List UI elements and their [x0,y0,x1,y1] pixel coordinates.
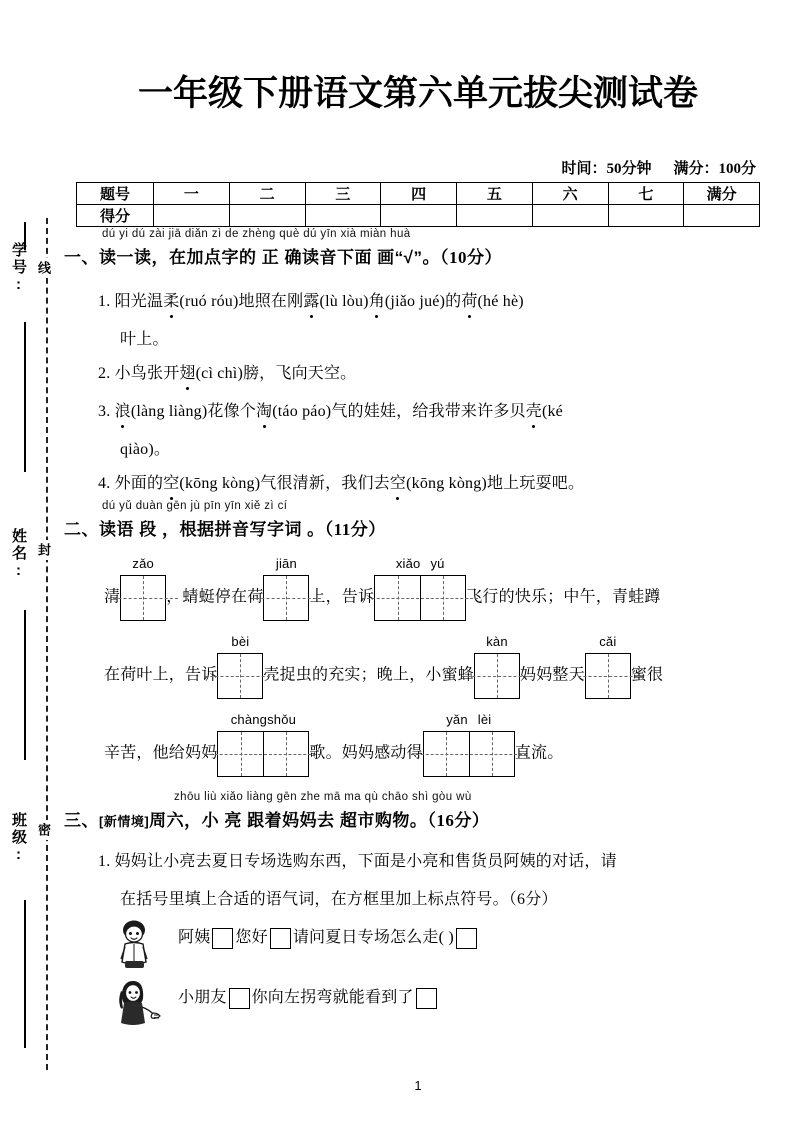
exam-meta [561,157,756,178]
passage-text: 歌。妈妈感动得 [309,744,423,762]
section-one-pinyin: dú yi dú zài jiā diǎn zì de zhèng què dú yīn xià miàn huà [102,228,411,240]
score-table-header-cell: 三 [305,183,381,205]
question-text: 浪(làng liàng)花像个淘(táo páo)气的娃娃，给我带来许多贝壳(ké [115,403,563,420]
question-text: 小鸟张开翅(cì chì)膀，飞向天空。 [115,365,357,382]
score-table-input-cell[interactable] [229,205,305,227]
dialogue-line-clerk [178,984,439,1009]
question-1-3 [98,398,563,421]
write-box-pinyin: jiān [275,556,297,571]
question-number: 4. [98,475,111,492]
score-table-row-label: 题号 [77,183,154,205]
score-table-input-cell[interactable] [381,205,457,227]
tian-zi-ge[interactable] [217,653,263,699]
section-one-points: （10分） [440,248,502,267]
write-box-pinyin: kàn [486,634,508,649]
question-3-1-cont: 在括号里填上合适的语气词，在方框里加上标点符号。（6分） [120,891,558,908]
write-box-pinyin [217,712,309,727]
score-table-input-cell[interactable] [154,205,230,227]
passage-line-1 [104,556,661,621]
punctuation-box[interactable] [456,928,477,949]
passage-text: 蜜很 [630,666,664,684]
write-box-pinyin: cǎi [599,634,617,649]
exam-duration: 时间：50分钟 [561,161,652,177]
punctuation-box[interactable] [229,988,250,1009]
field-rule [24,322,26,472]
dialogue-text: 小朋友 [178,989,227,1006]
score-table-header-cell: 五 [457,183,533,205]
question-1-1-cont: 叶上。 [120,331,169,348]
class-label: 班级: [10,812,27,865]
question-text: 妈妈让小亮去夏日专场选购东西，下面是小亮和售货员阿姨的对话，请 [114,853,617,870]
tian-zi-ge[interactable] [217,731,309,777]
question-text: 阳光温柔(ruó róu)地照在刚露(lù lòu)角(jiǎo jué)的荷(hé hè) [115,293,524,310]
score-table-header-cell: 满分 [684,183,760,205]
pinyin-syllable: xiǎo [395,556,421,571]
question-1-1 [98,288,524,311]
passage-text: 在荷叶上，告诉 [104,666,218,684]
section-three-points: （16分） [427,811,490,830]
question-number: 2. [98,365,111,382]
passage-text: 直流。 [514,744,564,762]
tian-zi-ge[interactable] [423,731,515,777]
pinyin-syllable: chàng [230,712,268,727]
dialogue-text: 请问夏日专场怎么走( ) [292,929,454,946]
student-name-label: 姓名: [10,528,27,581]
passage-line-2 [104,634,664,699]
score-table-header-cell: 六 [532,183,608,205]
score-table-row [77,183,760,205]
exam-full-marks: 满分：100分 [673,161,756,177]
question-3-1 [98,848,617,871]
score-table [76,182,760,227]
question-1-4 [98,470,584,493]
section-three-heading-text: 周六，小 亮 跟着妈妈去 超市购物。 [149,811,428,830]
write-box-group-zao[interactable] [120,556,166,621]
passage-text: 壳捉虫的充实；晚上，小蜜蜂 [263,666,475,684]
tian-zi-ge[interactable] [374,575,466,621]
score-table-header-cell: 七 [608,183,684,205]
field-rule [24,900,26,1048]
tian-zi-ge[interactable] [474,653,520,699]
section-three-pinyin: zhōu liù xiǎo liàng gēn zhe mā ma qù chāo shì gòu wù [174,791,472,803]
write-box-group-xiaoyu[interactable] [374,556,466,621]
section-three-heading [64,806,489,831]
write-box-group-yanlei[interactable] [423,712,515,777]
seal-word-feng: 封 [34,540,53,560]
section-two-heading [64,515,386,540]
section-two-points: （11分） [324,520,386,539]
write-box-group-cai[interactable] [585,634,631,699]
passage-text: 妈妈整天 [520,666,585,684]
question-1-2 [98,360,356,383]
write-box-pinyin: bèi [231,634,250,649]
score-table-header-cell: 四 [381,183,457,205]
binding-margin [0,0,62,1121]
write-box-group-bei[interactable] [217,634,263,699]
seal-dashed-line [46,218,48,1070]
page-number: 1 [414,1078,422,1093]
field-rule [24,610,26,760]
page-title: 一年级下册语文第六单元拔尖测试卷 [137,74,698,113]
score-table-input-cell[interactable] [532,205,608,227]
tian-zi-ge[interactable] [263,575,309,621]
dialogue-text: 你向左拐弯就能看到了 [251,989,414,1006]
dialogue-text: 您好 [235,929,268,946]
question-number: 1. [98,293,111,310]
write-box-pinyin: zǎo [132,556,154,571]
boy-figure [112,918,156,970]
passage-text: 飞行的快乐；中午，青蛙蹲 [466,588,661,606]
score-table-header-cell: 一 [154,183,230,205]
score-table-header-cell: 二 [229,183,305,205]
write-box-group-changshou[interactable] [217,712,309,777]
student-number-label: 学号: [10,242,27,295]
passage-text: ，蜻蜓停在荷 [166,588,264,606]
scenario-tag: [新情境] [99,814,150,829]
tian-zi-ge[interactable] [120,575,166,621]
write-box-pinyin [423,712,515,727]
score-table-input-cell[interactable] [457,205,533,227]
punctuation-box[interactable] [270,928,291,949]
section-one-heading-text: 一、读一读，在加点字的 正 确读音下面 画“√”。 [64,248,440,267]
question-1-3-cont: qiào)。 [120,441,171,458]
exam-sheet [62,0,774,1121]
score-table-input-cell[interactable] [608,205,684,227]
section-two-pinyin: dú yǔ duàn gēn jù pīn yīn xiě zì cí [102,500,288,512]
score-table-input-cell[interactable] [684,205,760,227]
pinyin-syllable: lèi [477,712,492,727]
question-number: 3. [98,403,111,420]
passage-text: 清 [104,588,121,606]
section-three-number: 三、 [64,811,99,830]
question-text: 外面的空(kōng kòng)气很清新，我们去空(kōng kòng)地上玩耍吧。 [115,475,585,492]
pinyin-syllable: yǎn [446,712,468,727]
score-table-row-label: 得分 [77,205,154,227]
section-one-heading [64,243,502,268]
write-box-group-jian[interactable] [263,556,309,621]
passage-text: 上，告诉 [309,588,375,606]
punctuation-box[interactable] [416,988,437,1009]
question-number: 1. [98,853,111,870]
pinyin-syllable: yú [430,556,445,571]
section-two-heading-text: 二、读语 段 ，根据拼音写字词 。 [64,520,325,539]
clerk-figure [110,978,154,1030]
write-box-group-kan[interactable] [474,634,520,699]
score-table-row [77,205,760,227]
passage-line-3 [104,712,564,777]
tian-zi-ge[interactable] [585,653,631,699]
dialogue-text: 阿姨 [178,929,211,946]
score-table-input-cell[interactable] [305,205,381,227]
punctuation-box[interactable] [212,928,233,949]
pinyin-syllable: shǒu [267,712,297,727]
dialogue-line-boy [178,924,479,949]
seal-word-mi: 密 [34,820,53,840]
seal-word-xian: 线 [34,258,53,278]
passage-text: 辛苦，他给妈妈 [104,744,218,762]
write-box-pinyin [374,556,466,571]
